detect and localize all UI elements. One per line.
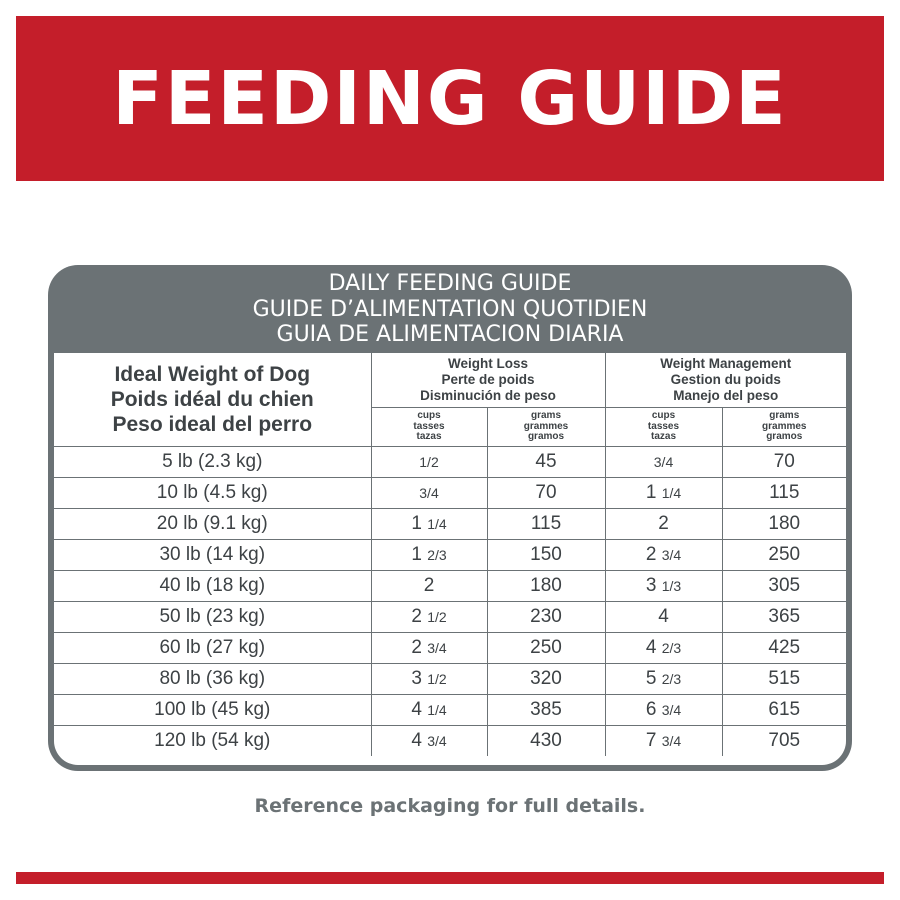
loss-cups-whole: 2 bbox=[411, 637, 422, 658]
dog-weight-cell: 20 lb (9.1 kg) bbox=[54, 509, 371, 540]
unit-grams-french: grammes bbox=[523, 420, 569, 432]
dog-weight-cell: 30 lb (14 kg) bbox=[54, 540, 371, 571]
loss-grams-cell: 250 bbox=[487, 633, 605, 664]
loss-cups-unit-header bbox=[371, 408, 487, 447]
unit-cups-french: tasses bbox=[413, 420, 445, 432]
weight-management-header bbox=[605, 353, 846, 408]
mgmt-cups-whole: 4 bbox=[658, 606, 669, 627]
dog-weight-cell: 5 lb (2.3 kg) bbox=[54, 447, 371, 478]
table-row bbox=[54, 602, 846, 633]
mgmt-cups-fraction: 3/4 bbox=[661, 733, 682, 749]
unit-cups-french: tasses bbox=[647, 420, 680, 432]
loss-cups-fraction: 2/3 bbox=[427, 547, 447, 563]
loss-cups-whole: 4 bbox=[411, 699, 422, 720]
mgmt-cups-fraction: 3/4 bbox=[661, 547, 682, 563]
mgmt-grams-cell: 365 bbox=[722, 602, 846, 633]
ideal-weight-header bbox=[54, 353, 371, 447]
banner-title: FEEDING GUIDE bbox=[112, 55, 788, 142]
loss-cups-fraction: 1/4 bbox=[427, 702, 447, 718]
card-heading-french: GUIDE D’ALIMENTATION QUOTIDIEN bbox=[252, 296, 648, 322]
loss-cups-whole: 3 bbox=[411, 668, 422, 689]
dog-weight-cell: 50 lb (23 kg) bbox=[54, 602, 371, 633]
dog-weight-cell: 40 lb (18 kg) bbox=[54, 571, 371, 602]
loss-grams-cell: 385 bbox=[487, 695, 605, 726]
loss-grams-cell: 230 bbox=[487, 602, 605, 633]
unit-grams-spanish: gramos bbox=[766, 431, 803, 443]
loss-grams-cell: 430 bbox=[487, 726, 605, 757]
unit-grams-french: grammes bbox=[762, 420, 807, 432]
unit-cups-spanish: tazas bbox=[650, 431, 676, 443]
feeding-table bbox=[54, 353, 846, 756]
dog-weight-cell: 60 lb (27 kg) bbox=[54, 633, 371, 664]
loss-cups-cell bbox=[371, 633, 487, 664]
table-row bbox=[54, 664, 846, 695]
loss-cups-whole: 2 bbox=[411, 606, 422, 627]
mgmt-cups-cell bbox=[605, 602, 722, 633]
mgmt-cups-whole: 2 bbox=[645, 544, 657, 565]
ideal-weight-header-english: Ideal Weight of Dog bbox=[114, 363, 311, 386]
mgmt-cups-whole: 3 bbox=[645, 575, 657, 596]
loss-grams-cell: 115 bbox=[487, 509, 605, 540]
loss-cups-fraction: 3/4 bbox=[419, 485, 439, 501]
loss-cups-whole: 2 bbox=[423, 575, 435, 596]
mgmt-cups-whole: 2 bbox=[658, 513, 669, 534]
mgmt-grams-cell: 305 bbox=[722, 571, 846, 602]
mgmt-cups-cell bbox=[605, 633, 722, 664]
unit-grams-english: grams bbox=[769, 410, 800, 422]
table-row bbox=[54, 509, 846, 540]
feeding-table-area bbox=[54, 353, 846, 765]
weight-management-header-spanish: Manejo del peso bbox=[673, 388, 779, 403]
mgmt-grams-cell: 425 bbox=[722, 633, 846, 664]
unit-cups-english: cups bbox=[417, 410, 441, 422]
mgmt-cups-cell bbox=[605, 726, 722, 757]
table-row bbox=[54, 447, 846, 478]
mgmt-cups-fraction: 1/3 bbox=[661, 578, 682, 594]
loss-cups-whole: 1 bbox=[411, 544, 422, 565]
loss-cups-cell bbox=[371, 726, 487, 757]
mgmt-cups-whole: 7 bbox=[645, 730, 657, 751]
mgmt-cups-whole: 6 bbox=[645, 699, 657, 720]
mgmt-cups-cell bbox=[605, 540, 722, 571]
loss-cups-cell bbox=[371, 571, 487, 602]
bottom-accent-bar bbox=[16, 872, 884, 884]
loss-cups-cell bbox=[371, 602, 487, 633]
dog-weight-cell: 100 lb (45 kg) bbox=[54, 695, 371, 726]
table-row bbox=[54, 478, 846, 509]
mgmt-grams-cell: 705 bbox=[722, 726, 846, 757]
mgmt-cups-unit-header bbox=[605, 408, 722, 447]
card-heading-spanish: GUIA DE ALIMENTACION DIARIA bbox=[276, 322, 624, 347]
mgmt-grams-cell: 70 bbox=[722, 447, 846, 478]
weight-management-header-english: Weight Management bbox=[660, 356, 792, 371]
loss-cups-fraction: 1/2 bbox=[427, 609, 447, 625]
loss-cups-fraction: 1/2 bbox=[419, 454, 439, 470]
mgmt-cups-fraction: 2/3 bbox=[661, 671, 682, 687]
loss-cups-fraction: 1/2 bbox=[427, 671, 447, 687]
mgmt-grams-cell: 180 bbox=[722, 509, 846, 540]
weight-loss-header-spanish: Disminución de peso bbox=[420, 388, 556, 403]
loss-cups-fraction: 3/4 bbox=[427, 733, 447, 749]
loss-cups-cell bbox=[371, 478, 487, 509]
loss-grams-cell: 150 bbox=[487, 540, 605, 571]
mgmt-cups-cell bbox=[605, 478, 722, 509]
unit-cups-spanish: tazas bbox=[416, 431, 442, 443]
loss-cups-whole: 1 bbox=[411, 513, 422, 534]
loss-cups-cell bbox=[371, 509, 487, 540]
card-heading-english: DAILY FEEDING GUIDE bbox=[328, 271, 572, 296]
loss-cups-cell bbox=[371, 447, 487, 478]
weight-loss-header-french: Perte de poids bbox=[441, 372, 535, 387]
loss-cups-fraction: 3/4 bbox=[427, 640, 447, 656]
dog-weight-cell: 10 lb (4.5 kg) bbox=[54, 478, 371, 509]
ideal-weight-header-french: Poids idéal du chien bbox=[110, 388, 314, 411]
mgmt-cups-cell bbox=[605, 447, 722, 478]
weight-loss-header bbox=[371, 353, 605, 408]
mgmt-grams-cell: 615 bbox=[722, 695, 846, 726]
mgmt-cups-cell bbox=[605, 571, 722, 602]
table-row bbox=[54, 695, 846, 726]
dog-weight-cell: 120 lb (54 kg) bbox=[54, 726, 371, 757]
unit-grams-spanish: gramos bbox=[527, 431, 565, 443]
mgmt-cups-fraction: 1/4 bbox=[661, 485, 682, 501]
mgmt-cups-whole: 4 bbox=[645, 637, 657, 658]
table-row bbox=[54, 571, 846, 602]
loss-cups-whole: 4 bbox=[411, 730, 422, 751]
mgmt-cups-whole: 1 bbox=[645, 482, 657, 503]
mgmt-grams-cell: 250 bbox=[722, 540, 846, 571]
loss-cups-fraction: 1/4 bbox=[427, 516, 447, 532]
ideal-weight-header-spanish: Peso ideal del perro bbox=[112, 413, 313, 436]
table-row bbox=[54, 726, 846, 757]
loss-grams-cell: 45 bbox=[487, 447, 605, 478]
mgmt-cups-fraction: 3/4 bbox=[653, 454, 674, 470]
card-heading bbox=[48, 271, 852, 348]
reference-note: Reference packaging for full details. bbox=[254, 795, 646, 817]
mgmt-cups-fraction: 2/3 bbox=[661, 640, 682, 656]
mgmt-cups-cell bbox=[605, 664, 722, 695]
unit-grams-english: grams bbox=[530, 410, 561, 422]
loss-cups-cell bbox=[371, 695, 487, 726]
mgmt-grams-cell: 115 bbox=[722, 478, 846, 509]
mgmt-grams-unit-header bbox=[722, 408, 846, 447]
mgmt-cups-whole: 5 bbox=[645, 668, 657, 689]
loss-grams-cell: 180 bbox=[487, 571, 605, 602]
loss-cups-cell bbox=[371, 664, 487, 695]
loss-grams-cell: 320 bbox=[487, 664, 605, 695]
loss-cups-cell bbox=[371, 540, 487, 571]
table-row bbox=[54, 633, 846, 664]
mgmt-cups-cell bbox=[605, 695, 722, 726]
unit-cups-english: cups bbox=[651, 410, 676, 422]
weight-loss-header-english: Weight Loss bbox=[447, 356, 528, 371]
mgmt-cups-fraction: 3/4 bbox=[661, 702, 682, 718]
weight-management-header-french: Gestion du poids bbox=[670, 372, 781, 387]
table-row bbox=[54, 540, 846, 571]
loss-grams-cell: 70 bbox=[487, 478, 605, 509]
mgmt-grams-cell: 515 bbox=[722, 664, 846, 695]
mgmt-cups-cell bbox=[605, 509, 722, 540]
dog-weight-cell: 80 lb (36 kg) bbox=[54, 664, 371, 695]
loss-grams-unit-header bbox=[487, 408, 605, 447]
daily-feeding-guide-card bbox=[48, 265, 852, 771]
title-banner bbox=[16, 16, 884, 181]
